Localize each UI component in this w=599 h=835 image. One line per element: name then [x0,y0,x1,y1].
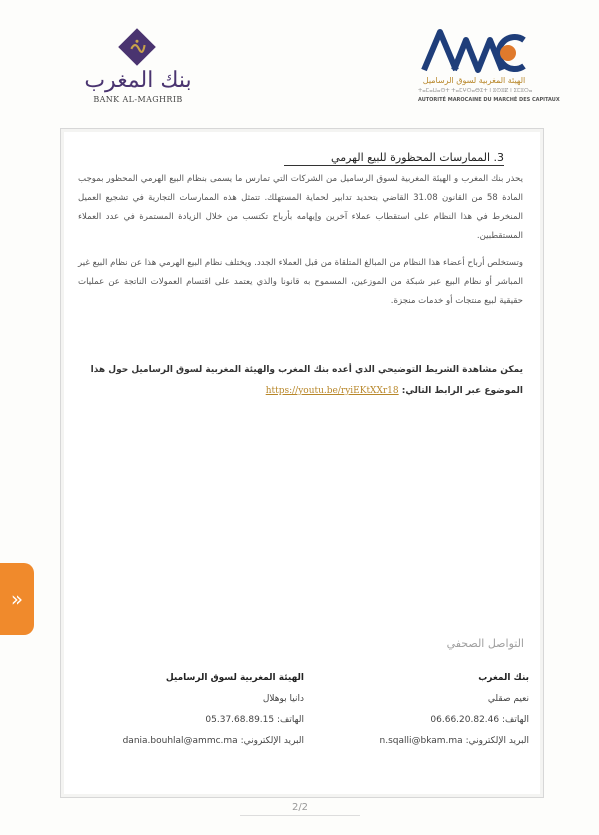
side-tab-button[interactable] [0,563,34,635]
contact-email-row [104,731,304,752]
contact-phone-row [104,710,304,731]
ammc-name-french: AUTORITÉ MAROCAINE DU MARCHÉ DES CAPITAUX [418,97,560,103]
ammc-emblem-icon [418,26,530,74]
ammc-logo [418,26,560,110]
contact-org: بنك المغرب [478,673,529,683]
bank-al-maghrib-name-latin: BANK AL-MAGHRIB [93,95,183,104]
section-title: 3. الممارسات المحظورة للبيع الهرمي [284,151,504,166]
paragraph-2: وتستخلص أرباح أعضاء هذا النظام من المبالغ المتلقاة من قبل العملاء الجدد. ويختلف نظام البيع الهرمي هذا عن نظام البيع غير المباشر أو نظام البيع عبر شبكة من الموزعين، المسموح به قانونا والذي يعتمد على اقتسام العمولات الناتجة عن عمليات حقيقية لبيع منتجات أو خدمات منجزة. [78,258,523,306]
video-description: يمكن مشاهدة الشريط التوضيحي الذي أعده بنك المغرب والهيئة المغربية لسوق الرساميل حول هذا الموضوع عبر الرابط التالي: [90,365,523,396]
ammc-name-tifinagh: ⵜⴰⵎⴰⵡⴰⵙⵜ ⵜⴰⵎⵖⵔⴰⴱⵉⵜ ⵏ ⵓⵙⵓⵇ ⵏ ⵉⵎⵓⵔⴰ [418,88,533,94]
bank-al-maghrib-logo [68,28,208,108]
chevrons-right-icon: » [10,587,24,611]
contact-email[interactable]: dania.bouhlal@ammc.ma [122,736,238,746]
video-paragraph [78,360,523,402]
footer-divider [240,815,360,816]
contact-ammc [104,668,304,752]
contact-org: الهيئة المغربية لسوق الرساميل [165,673,304,683]
video-link[interactable]: https://youtu.be/ryiEKtXXr18 [265,386,399,396]
contact-phone-row [329,710,529,731]
ammc-name-arabic: الهيئة المغربية لسوق الرساميل [422,76,526,85]
contact-email[interactable]: n.sqalli@bkam.ma [379,736,463,746]
contact-bank-al-maghrib [329,668,529,752]
press-contact-title: التواصل الصحفي [446,637,524,650]
contact-phone: 05.37.68.89.15 [205,715,275,725]
paragraph-1: يحذر بنك المغرب و الهيئة المغربية لسوق الرساميل من الشركات التي تمارس ما يسمى بنظام البيع الهرمي المحظور بموجب المادة 58 من القانون 31.08 القاضي بتحديد تدابير لحماية المستهلك. تتمثل هذه الممارسات التجارية في تشجيع العميل المنخرط في هذا النظام على استقطاب عملاء آخرين وإيهامه بأرباح تكتسب من خلال الزيادة المستمرة في عدد العملاء المستقطبين. [78,174,523,241]
contact-email-label: البريد الإلكتروني: [240,736,304,746]
contact-email-row [329,731,529,752]
contact-name: نعيم صقلي [487,694,529,704]
contact-phone: 06.66.20.82.46 [430,715,500,725]
contact-phone-label: الهاتف: [277,715,304,725]
bank-al-maghrib-name-arabic: بنك المغرب [84,68,192,93]
bank-al-maghrib-emblem-icon [118,28,156,66]
contact-email-label: البريد الإلكتروني: [465,736,529,746]
page-number: 2/2 [291,802,309,813]
contact-name: دانيا بوهلال [262,694,304,704]
contact-phone-label: الهاتف: [502,715,529,725]
